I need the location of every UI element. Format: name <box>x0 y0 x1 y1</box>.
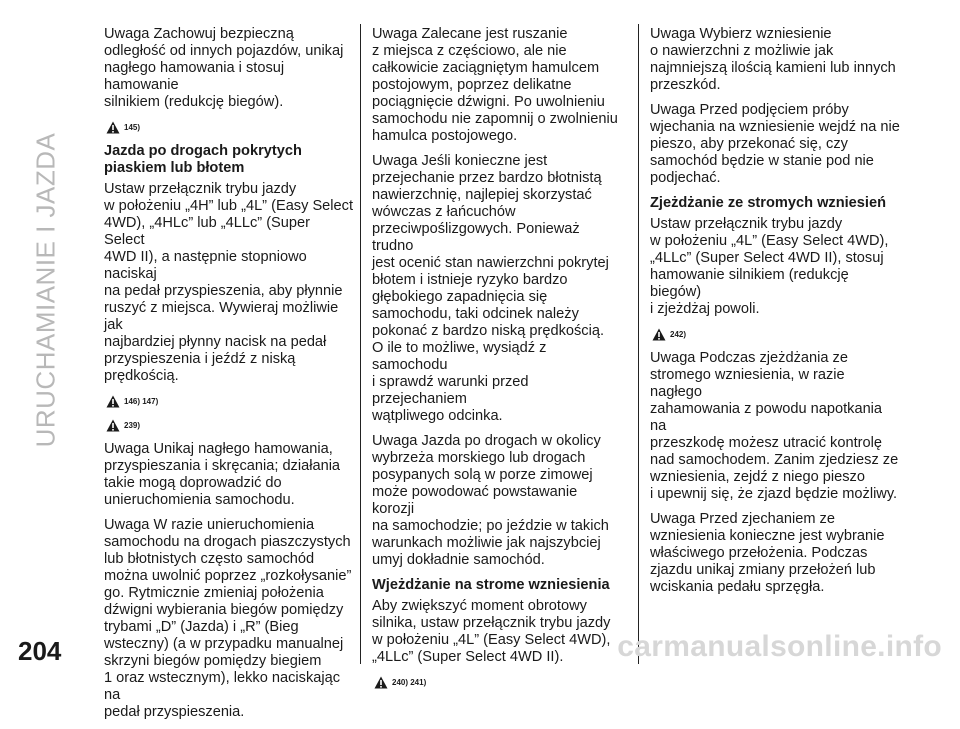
caution-triangle-icon <box>106 419 120 432</box>
note-paragraph: Uwaga Zachowuj bezpieczną odległość od innych pojazdów, unikaj nagłego hamowania i stosuj hamowanie silnikiem (redukcję biegów). <box>104 26 344 110</box>
reference-number: 242) <box>670 329 687 339</box>
text-column-3 <box>650 26 900 604</box>
reference-number: 240) 241) <box>392 677 427 687</box>
warning-triangle-icon <box>106 395 120 408</box>
reference-number: 145) <box>124 122 141 132</box>
note-paragraph: Uwaga Przed podjęciem próby wjechania na wzniesienie wejdź na nie pieszo, aby przekonać się, czy samochód będzie w stanie pod nie podjechać. <box>650 102 900 186</box>
reference-number: 239) <box>124 420 141 430</box>
section-heading: Zjeżdżanie ze stromych wzniesień <box>650 195 887 211</box>
warning-reference <box>106 119 354 135</box>
note-paragraph: Uwaga W razie unieruchomienia samochodu na drogach piaszczystych lub błotnistych często samochód można uwolnić poprzez „rozkołysanie” go. Rytmicznie zmieniaj położenia dźwigni wybierania biegów pomiędzy trybami „D” (Jazda) i „R” (Bieg wsteczny) (a w przypadku manualnej skrzyni biegów pomiędzy biegiem 1 oraz wstecznym), lekko naciskając na pedał przyspieszenia. <box>104 517 352 720</box>
caution-reference <box>374 674 622 690</box>
text-column-1 <box>104 26 354 729</box>
body-paragraph: Ustaw przełącznik trybu jazdy w położeniu „4L” (Easy Select 4WD), „4LLc” (Super Select 4WD II), stosuj hamowanie silnikiem (redukcję biegów) i zjeżdżaj powoli. <box>650 216 889 317</box>
note-paragraph: Uwaga Podczas zjeżdżania ze stromego wzniesienia, w razie nagłego zahamowania z powodu napotkania na przeszkodę możesz utracić kontrolę nad samochodem. Zanim zjedziesz ze wzniesienia, zejdź z niego pieszo i upewnij się, że zjazd będzie możliwy. <box>650 350 899 502</box>
page-number: 204 <box>18 636 62 666</box>
section-heading: Jazda po drogach pokrytych piaskiem lub błotem <box>104 143 302 176</box>
caution-reference <box>106 417 354 433</box>
column-divider <box>638 24 639 664</box>
caution-triangle-icon <box>374 676 388 689</box>
note-paragraph: Uwaga Unikaj nagłego hamowania, przyspieszania i skręcania; działania takie mogą doprowadzić do unieruchomienia samochodu. <box>104 441 341 508</box>
note-paragraph: Uwaga Wybierz wzniesienie o nawierzchni z możliwie jak najmniejszą ilością kamieni lub innych przeszkód. <box>650 26 896 93</box>
note-paragraph: Uwaga Jazda po drogach w okolicy wybrzeża morskiego lub drogach posypanych solą w porze zimowej może powodować powstawanie korozji na samochodzie; po jeździe w takich warunkach możliwie jak najszybciej umyj dokładnie samochód. <box>372 433 609 568</box>
note-paragraph: Uwaga Zalecane jest ruszanie z miejsca z częściowo, ale nie całkowicie zaciągniętym hamulcem postojowym, poprzez delikatne pociągnięcie dźwigni. Po uwolnieniu samochodu nie zapomnij o zwolnieniu hamulca postojowego. <box>372 26 618 144</box>
section-side-title: URUCHAMIANIE I JAZDA <box>30 132 61 448</box>
text-column-2 <box>372 26 622 698</box>
watermark: carmanualsonline.info <box>617 630 942 663</box>
warning-triangle-icon <box>106 121 120 134</box>
note-paragraph: Uwaga Jeśli konieczne jest przejechanie przez bardzo błotnistą nawierzchnię, najlepiej skorzystać wówczas z łańcuchów przeciwpoślizgowych. Ponieważ trudno jest ocenić stan nawierzchni pokrytej błotem i istnieje ryzyko bardzo głębokiego zapadnięcia się samochodu, taki odcinek należy pokonać z bardzo niską prędkością. O ile to możliwe, wysiądź z samochodu i sprawdź warunki przed przejechaniem wątpliwego odcinka. <box>372 153 609 424</box>
caution-triangle-icon <box>652 328 666 341</box>
column-divider <box>360 24 361 664</box>
body-paragraph: Aby zwiększyć moment obrotowy silnika, ustaw przełącznik trybu jazdy w położeniu „4L” (Easy Select 4WD), „4LLc” (Super Select 4WD II). <box>372 598 611 665</box>
section-heading: Wjeżdżanie na strome wzniesienia <box>372 577 610 593</box>
reference-number: 146) 147) <box>124 396 159 406</box>
note-paragraph: Uwaga Przed zjechaniem ze wzniesienia konieczne jest wybranie właściwego przełożenia. Podczas zjazdu unikaj zmiany przełożeń lub wciskania pedału sprzęgła. <box>650 511 885 595</box>
body-paragraph: Ustaw przełącznik trybu jazdy w położeniu „4H” lub „4L” (Easy Select 4WD), „4HLc” lub „4LLc” (Super Select 4WD II), a następnie stopniowo naciskaj na pedał przyspieszenia, aby płynnie ruszyć z miejsca. Wywieraj możliwie jak najbardziej płynny nacisk na pedał przyspieszenia i jeźdź z niską prędkością. <box>104 181 354 384</box>
warning-reference <box>106 393 354 409</box>
caution-reference <box>652 326 900 342</box>
